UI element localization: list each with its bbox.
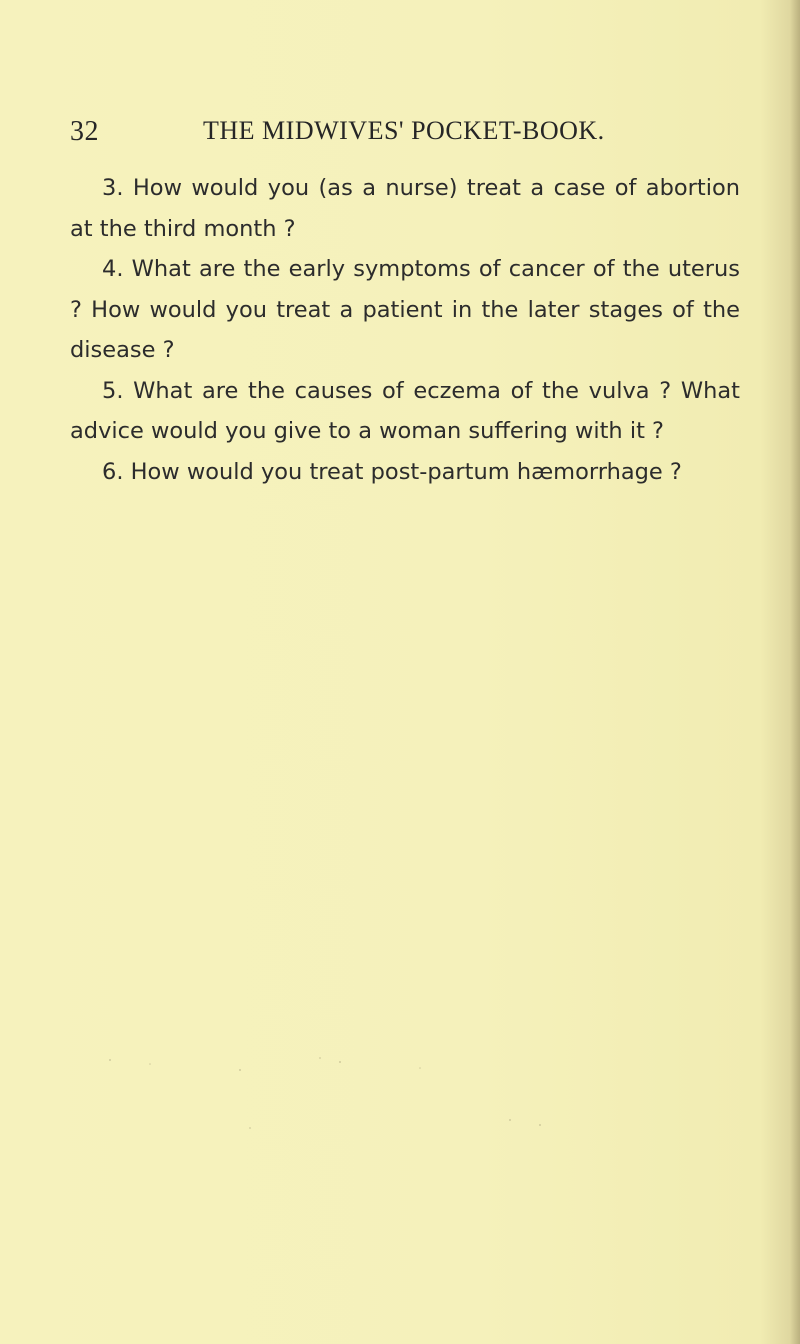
page-header — [70, 112, 740, 152]
paper-specks — [90, 1040, 710, 1140]
questions-list — [70, 168, 740, 492]
question-5: 5. What are the causes of eczema of the vulva ? What advice would you give to a woman suffering with it ? — [70, 377, 740, 444]
question-4: 4. What are the early symptoms of cancer of the uterus ? How would you treat a patient in the later stages of the disease ? — [70, 256, 740, 363]
page-number: 32 — [70, 116, 99, 147]
running-head: THE MIDWIVES' POCKET-BOOK. — [203, 116, 605, 145]
page-edge-shadow — [790, 0, 800, 1344]
question-6: 6. How would you treat post-partum hæmorrhage ? — [102, 458, 682, 485]
question-3: 3. How would you (as a nurse) treat a case of abortion at the third month ? — [70, 175, 740, 242]
